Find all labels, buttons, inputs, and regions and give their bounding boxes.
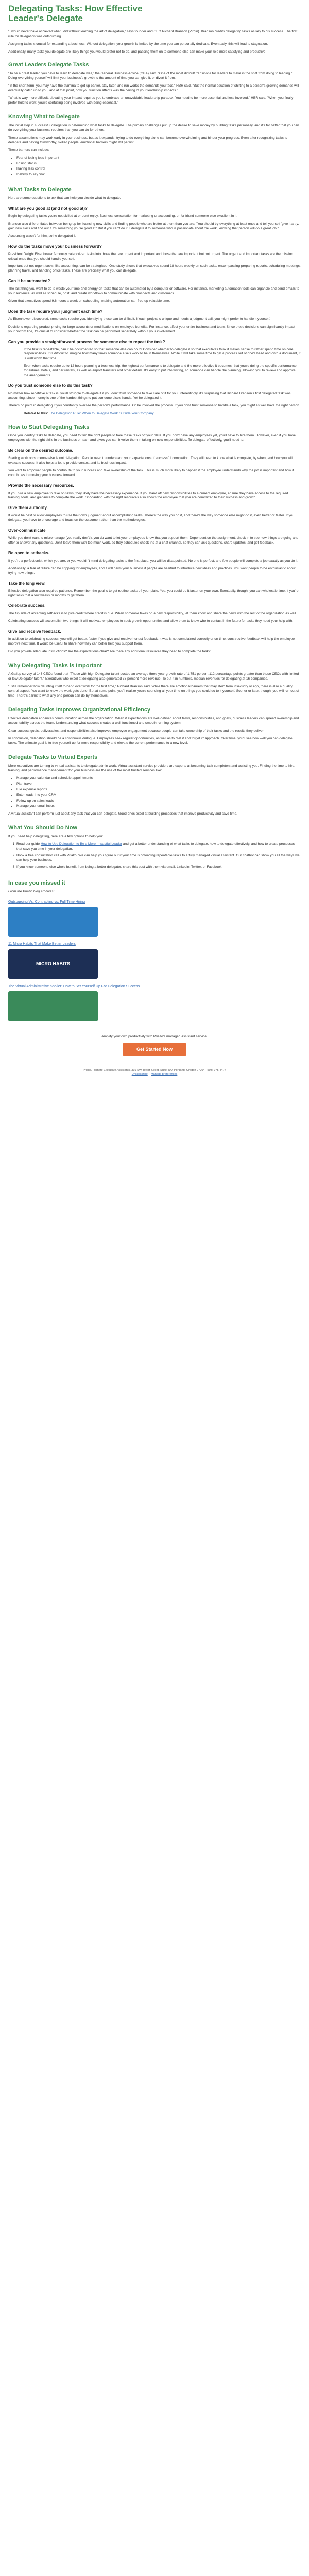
intro-paragraph: Additionally, many tasks you delegate are likely things you would prefer not to do, and passing them on to someone else can make your role more satisfying and productive. xyxy=(8,49,267,54)
related-label: Related to this: xyxy=(24,411,48,415)
list-item: • Manage your email inbox xyxy=(16,804,301,809)
article-card[interactable] xyxy=(8,984,301,1021)
footer-address: Prialto, Remote Executive Assistants, 319 SW Taylor Street, Suite 400, Portland, Oregon 97204, (503) 975-4474 xyxy=(83,1069,226,1072)
paragraph: Important but not urgent tasks, like accounting, can be strategized. One study shows that executives spend 18 hours weekly on such tasks, encompassing preparing reports, scheduling meetings, planning travel, and handling office tasks. These are precisely what you can delegate. xyxy=(8,264,301,273)
subheading: Can you provide a straightforward process for someone else to repeat the task? xyxy=(8,339,165,344)
manage-preferences-link[interactable]: Manage preferences xyxy=(151,1073,178,1076)
list-item-text: Book a free consultation xyxy=(16,853,53,857)
paragraph: Celebrating success will accomplish two things: it will motivate employees to seek growth opportunities and allow them to know who to contact in the future for tasks they need your help with. xyxy=(8,619,294,623)
subheading: Take the long view. xyxy=(8,581,46,586)
content-section xyxy=(8,114,301,178)
content-section xyxy=(8,424,301,654)
section-heading: Great Leaders Delegate Tasks xyxy=(8,62,89,68)
list-item-text: If you know someone else who'd benefit from being a better delegator, share this post with them via email, Linkedin, Twitter, or Facebook. xyxy=(16,865,223,869)
cta-text: Amplify your own productivity with Prialto's managed assistant service. xyxy=(101,1035,208,1038)
section-heading: What You Should Do Now xyxy=(8,825,78,831)
article-card[interactable] xyxy=(8,900,301,937)
intro xyxy=(8,30,301,55)
subheading: Give them authority. xyxy=(8,505,48,511)
paragraph: As Eisenhower discovered, some tasks require you, identifying these can be difficult. If each project is unique and needs a judgment call, you might prefer to handle it yourself. xyxy=(8,317,270,321)
paragraph: If you hire a new employee to take on tasks, they likely have the necessary experience. If you hand off new responsibilities to a current employee, ensure they have access to the required training, tools, and guidance to complete the work. Onboarding with the right resources also shows the employee that you are committed to their success and growth. xyxy=(8,491,288,500)
paragraph: Additionally, a fear of failure can be crippling for employees, and it will harm your business if people are hesitant to introduce new ideas and practices. You want people to be enthusiastic about trying new things. xyxy=(8,566,296,575)
paragraph: A virtual assistant can perform just about any task that you can delegate. Good ones excel at building processes that improve productivity and save time. xyxy=(8,812,237,816)
subheading: Give and receive feedback. xyxy=(8,629,61,634)
paragraph: Decisions regarding product pricing for large accounts or modifications on employee benefits. For instance, affect your entire business and team. Since these decisions can significantly impact your bottom line, it's crucial to consider whether the task can be performed separately without your involvement. xyxy=(8,325,295,333)
intro-paragraph: "I would never have achieved what I did without learning the art of delegation," says founder and CEO Richard Branson (Virgin). Branson credits delegating tasks as key to his success. The first rule for delegation was outsourcing. xyxy=(8,30,298,38)
paragraph: Here are some questions to ask that can help you decide what to delegate. xyxy=(8,196,121,200)
paragraph: These barriers can include: xyxy=(8,148,49,152)
cta-block xyxy=(8,1035,301,1056)
paragraph: A Gallup survey of 143 CEOs found that "Those with high Delegator talent posted an average three-year growth rate of 1,751 percent 112 percentage points greater than those CEOs with limited or low Delegator talent." Executives who excel at delegating also generated 33 percent more revenue. To put it in numbers, median revenues for delegating at 16 companies. xyxy=(8,672,299,681)
article-link[interactable]: The Virtual Administrative Spoiler: How to Set Yourself Up For Delegation Success xyxy=(8,984,140,988)
subheading: Be clear on the desired outcome. xyxy=(8,448,73,453)
subheading: Does the task require your judgment each time? xyxy=(8,309,103,314)
subheading: Be open to setbacks. xyxy=(8,550,50,555)
paragraph: While you don't want to micromanage (you really don't!), you do want to let your employees know that you support them. Dependent on the assignment, check in to see how things are going and offer to answer any questions. Don't leave them with too much work, so they scheduled check-ins at a chat channel, so they can ask questions, share updates, and get feedback. xyxy=(8,536,299,545)
paragraph: If you're a perfectionist, which you are, or you wouldn't mind delegating tasks to the first place, you will be disappointed. No one is perfect, and few people will complete a job exactly as you do it. xyxy=(8,558,299,563)
paragraph: Effective delegation also requires patience. Remember, the goal is to get routine tasks off your plate. Yes, you could do it faster on your own. Eventually, though, you can wholesale time, if you're right tasks that a few weeks or months to get them. xyxy=(8,589,299,598)
more-heading: In case you missed it xyxy=(8,880,65,886)
list-item: • Follow up on sales leads xyxy=(16,799,301,804)
list-item xyxy=(16,854,301,863)
list-item xyxy=(16,842,301,852)
list-item xyxy=(16,865,301,870)
paragraph: In conclusion, delegation should be a continuous dialogue. Employees seek regular opportunities, as well as to "set it and forget it" approach. Over time, you'll see how well you can delegate tasks. The ultimate goal is to free yourself up for more responsibility and elevate the current performance to a new level. xyxy=(8,736,293,745)
paragraph: The flip side of accepting setbacks is to give credit where credit is due. When someone takes on a new responsibility, let them know and share the news with the rest of the organization as well. xyxy=(8,612,297,616)
subheading: Over-communicate xyxy=(8,528,46,533)
more-articles xyxy=(8,880,301,1026)
paragraph: Accounting wasn't for him, so he delegated it. xyxy=(8,234,77,238)
get-started-button[interactable]: Get Started Now xyxy=(123,1043,186,1056)
article-link[interactable]: 11 Micro Habits That Make Better Leaders xyxy=(8,942,76,946)
list-item: • Having less control xyxy=(16,167,301,172)
paragraph: Begin by delegating tasks you're not skilled at or don't enjoy. Business consultation for marketing or accounting, or for friend someone else excellent in it. xyxy=(8,214,238,218)
bullet-list xyxy=(16,776,301,809)
section-heading: Why Delegating Tasks is Important xyxy=(8,663,102,669)
indented-paragraph: Even when tasks require up to 12 hours planning a business trip, the highest performance is to delegate and the more effective it becomes, that you're doing the specific performance for airlines, hotels, and car rentals, as well as airport transfers and other details. It's easy to put into writing, so someone can handle the planning, allowing you to review and approve the arrangements. xyxy=(24,364,297,377)
content-section xyxy=(8,825,301,872)
section-heading: What Tasks to Delegate xyxy=(8,187,72,193)
content-section xyxy=(8,754,301,817)
paragraph: Did you provide adequate instructions? Are the expectations clear? Are there any additional resources they need to complete the task? xyxy=(8,649,211,653)
content-section xyxy=(8,707,301,746)
subheading: Provide the necessary resources. xyxy=(8,483,74,488)
paragraph: Given that executives spend 9.6 hours a week on scheduling, making automation can free up valuable time. xyxy=(8,299,170,303)
section-heading: Delegate Tasks to Virtual Experts xyxy=(8,754,98,760)
paragraph: It would be best to allow employees to use their own judgment about accomplishing tasks. There's the way you do it, and there's the way someone else might do it, even better or faster. If you delegate, you have to encourage and focus on the outcome, rather than the methodologies. xyxy=(8,514,295,522)
paragraph: No matter how repetitive a task is, you'll struggle to delegate it if you don't trust someone to take care of it for you. Interestingly, it's surprising that Richard Branson's first delegated task was accounting, since money is one of the hardest things to put someone else's hands. Yet he delegated it. xyxy=(8,391,291,400)
list-item: • File expense reports xyxy=(16,788,301,792)
paragraph: Effective delegation enhances communication across the organization. When it expectations are well-defined about tasks, responsibilities, and goals, business leaders can spread ownership and accountability across the team. Understanding what success creates a well-functioned and smooth-running system. xyxy=(8,717,299,725)
footer xyxy=(8,1068,301,1077)
paragraph: "In the short term, you may have the stamina to get up earlier, stay later, and run works the demands you face," HBR said. "But the normal equation of shifting to a person's growing demands will eventually catch up to you, and at that point, how you function affects was the ceiling of your leadership impacts." xyxy=(8,83,299,92)
list-item-text: and get a better understanding of what tasks to delegate, how to delegate effectively, and how to create processes that save you time in your delegation. xyxy=(16,842,295,851)
list-item: • Inability to say "no" xyxy=(16,173,301,177)
article-link[interactable]: Outsourcing Vs. Contracting vs. Full Time Hiring xyxy=(8,900,85,904)
unsubscribe-link[interactable]: Unsubscribe xyxy=(131,1073,148,1076)
paragraph: The last thing you want to do is waste your time and energy on tasks that can be automated by a computer or software. For instance, marketing automation tools can organize and send emails to your audience, as well as schedule, post, and create workflows to communicate with prospects and customers. xyxy=(8,287,300,296)
article-thumbnail[interactable]: MICRO HABITS xyxy=(8,949,98,979)
paragraph: "What is way more difficult, elevating your impact requires you to embrace an unavoidable leadership paradox: You need to be more essential and less involved," HBR said. "When you finally prefer hold to work, you're confusing being involved with being essential." xyxy=(8,96,294,105)
numbered-list xyxy=(16,842,301,869)
paragraph: Branson also differentiates between being up for licensing new skills and finding people who are better at them than you are: "You should try everything at least once and tell yourself 'give it a try, gain new skills and find out if it's something you're good at.' But if you can't do it, I delegate it to someone who is passionate about the work, knowing that person will do a great job." xyxy=(8,222,299,230)
paragraph: If you need help delegating, here are a few options to help you: xyxy=(8,835,104,839)
paragraph: More executives are turning to virtual assistants to delegate admin work. Virtual assistant service providers are experts at becoming task completers and assisting you. Finding the time to hire, training, and performance management for your business are the use of the most trusted services like: xyxy=(8,764,295,773)
paragraph: "I still remember how daunting it felt to hand over work for the first time," Richard Branson said. While there are emotional barriers that may stem from insecurity or ego, there is also a quality control aspect. You want to know the work gets done. But at some point, you'll realize you're spending all your time on things you could do to it yourself. Sooner or later, though, you will run out of time. There's a limit to what any one person can do by themselves. xyxy=(8,684,299,698)
paragraph: "To be a great leader, you have to learn to delegate well," the General Business Advice (GBA) said. "One of the most difficult transitions for leaders to make is the shift from doing to leading." Doing everything yourself will limit your business's growth to the amount of time you can give it, or divert it from. xyxy=(8,72,293,80)
bullet-list xyxy=(16,156,301,178)
paragraph: Clear success goals, deliverables, and responsibilities also improves employee engagement because people can take ownership of their tasks and the results they deliver. xyxy=(8,728,265,733)
list-item: • Manage your calendar and schedule appointments xyxy=(16,776,301,781)
content-section xyxy=(8,187,301,416)
guide-link[interactable]: How to Use Delegation to Be a More Impactful Leader xyxy=(40,842,122,846)
paragraph: There's no point in delegating if you constantly oversee the person's performance. Or be involved the process. If you don't trust someone to handle a task, you might as well have the right person. xyxy=(8,403,300,408)
article-card[interactable] xyxy=(8,942,301,979)
subheading: What are you good at (and not good at)? xyxy=(8,206,88,211)
subheading: Can it be automated? xyxy=(8,279,50,284)
subheading: Celebrate success. xyxy=(8,603,46,608)
article-thumbnail[interactable] xyxy=(8,907,98,937)
more-subheading: From the Prialto blog archives: xyxy=(8,890,55,894)
related-article-link[interactable]: The Delegation Rule: When to Delegate Work Outside Your Company xyxy=(49,411,154,415)
subheading: How do the tasks move your business forward? xyxy=(8,244,102,249)
paragraph: Starting work on someone else is not delegating. People need to understand your expectations of successful completion. They will need to know what is complete, by when, and how you will evaluate success. It also helps a lot to provide context and its business impact. xyxy=(8,456,293,465)
section-heading: Knowing What to Delegate xyxy=(8,114,80,120)
related-link-block xyxy=(24,412,301,416)
paragraph: Once you identify tasks to delegate, you need to find the right people to take these tasks off your plate. If you don't have any employees yet, you'll have to hire them. However, even if you have employees with the right skills in the business or team and gives you can involve them in taking on new responsibilities. To delegate effectively, you'll need to: xyxy=(8,434,296,443)
paragraph: These assumptions may work early in your business, but as it expands, trying to do everything alone can become overwhelming and hinder your progress. Even after recognizing tasks to delegate and having trustworthy, skilled people, emotional barriers might still persist. xyxy=(8,135,288,144)
article-thumbnail[interactable] xyxy=(8,991,98,1021)
content-section xyxy=(8,62,301,106)
subheading: Do you trust someone else to do this task? xyxy=(8,383,93,388)
indented-paragraph: If the task is repeatable, can it be documented so that someone else can do it? Consider whether to delegate it so that executives think it makes sense to rather spend time on core responsibilities. It is difficult to imagine how many times someone else's work to be in themselves. While it will take some time to get a process out of one's head and onto a document, it is well worth that time. xyxy=(24,347,301,361)
paragraph: President Dwight Eisenhower famously categorized tasks into those that are urgent and important and those that are important but not urgent. The urgent and important tasks are the mission critical ones that you should handle yourself. xyxy=(8,252,293,261)
paragraph: You want to empower people to contribute to your success and take ownership of the task. This is much more likely to happen if the employee understands why the job is important and how it contributes to moving your business forward. xyxy=(8,468,294,477)
intro-paragraph: Assigning tasks is crucial for expanding a business. Without delegation, your growth is limited by the time you can personally dedicate. Eventually, this will lead to stagnation. xyxy=(8,42,268,46)
list-item: • Fear of losing less important xyxy=(16,156,301,161)
page-title: Delegating Tasks: How Effective Leader's Delegate xyxy=(8,4,143,23)
list-item-text: Read our guide xyxy=(16,842,41,846)
list-item: • Enter leads into your CRM xyxy=(16,793,301,798)
paragraph: In addition to celebrating success, you will get better, faster if you give and receive honest feedback. It was is not complained correctly or on time, constructive feedback will help the employee improve next time. It would be useful to share how they can better help you support them. xyxy=(8,637,295,646)
list-item: • Plan travel xyxy=(16,782,301,787)
list-item: • Losing status xyxy=(16,162,301,166)
section-heading: Delegating Tasks Improves Organizational Efficiency xyxy=(8,707,151,713)
section-heading: How to Start Delegating Tasks xyxy=(8,424,90,430)
paragraph: The initial step in successful delegation is determining what tasks to delegate. The primary challenges put up the desire to save money by building tasks personally, and it's far better that you can do everything your business requires than you can do for others. xyxy=(8,124,299,132)
content-section xyxy=(8,663,301,699)
list-item-text: call with Prialto. We can help you figure out if your time is offloading repeatable tasks to a fully managed virtual assistant. Our chatbot can show you all the ways we can help your business. xyxy=(16,853,300,862)
